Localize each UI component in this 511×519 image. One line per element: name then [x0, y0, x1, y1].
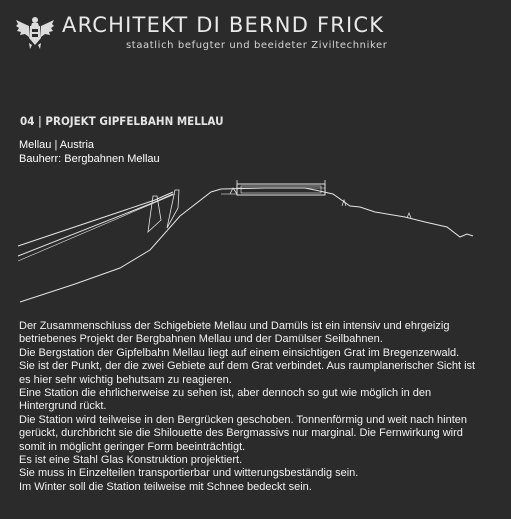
description-line: Der Zusammenschluss der Schigebiete Mellau und Damüls ist ein intensiv und ehrgeizig	[19, 320, 450, 332]
eagle-crest-icon	[15, 14, 55, 52]
description-line: Die Station wird teilweise in den Bergrücken geschoben. Tonnenförmig und weit nach hinten	[19, 413, 468, 426]
description-line: Im Winter soll die Station teilweise mit Schnee bedeckt sein.	[19, 480, 312, 493]
brand-title: ARCHITEKT DI BERND FRICK	[62, 13, 385, 37]
header	[0, 0, 511, 60]
project-heading: 04 | PROJEKT GIPFELBAHN MELLAU	[20, 114, 224, 128]
description-line: gerückt, durchbricht sie die Shilouette des Bergmassivs nur marginal. Die Fernwirkung wird	[19, 427, 463, 440]
description-line: Eine Station die ehrlicherweise zu sehen ist, aber dennoch so gut wie möglich in den	[19, 387, 432, 400]
description-line: Hintergrund rückt.	[19, 400, 107, 413]
description-line: es hier sehr wichtig behutsam zu reagieren.	[19, 373, 232, 386]
project-meta	[19, 138, 160, 166]
brand-subtitle: staatlich befugter und beeideter Ziviltechniker	[126, 40, 388, 51]
description-line: Sie ist der Punkt, der die zwei Gebiete auf dem Grat verbindet. Aus raumplanerischer Sicht ist	[19, 360, 476, 373]
description-line: Es ist eine Stahl Glas Konstruktion projektiert.	[19, 454, 243, 467]
description-line: Sie muss in Einzelteilen transportierbar und witterungsbeständig sein.	[19, 467, 359, 480]
project-description	[19, 320, 499, 494]
description-line: betriebenes Projekt der Bergbahnen Mellau und der Damülser Seilbahnen.	[19, 333, 383, 346]
description-line: Die Bergstation der Gipfelbahn Mellau liegt auf einem einsichtigen Grat im Bregenzerwald.	[19, 346, 460, 359]
description-line: somit in möglicht geringer Form beeinträchtigt.	[19, 440, 246, 453]
project-location: Mellau | Austria	[19, 139, 95, 151]
mountain-section-drawing	[15, 180, 495, 310]
project-client: Bauherr: Bergbahnen Mellau	[19, 153, 160, 165]
